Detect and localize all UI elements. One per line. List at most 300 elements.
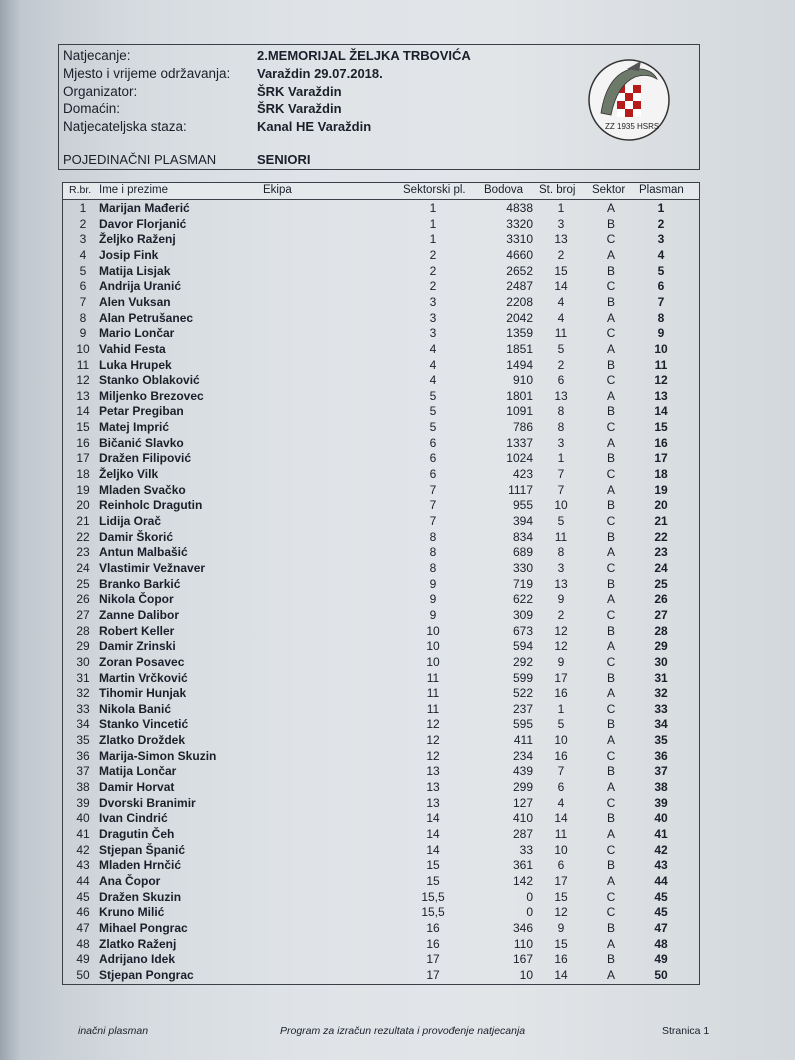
cell-plas: 25 xyxy=(654,576,668,591)
cell-rbr: 48 xyxy=(76,936,90,951)
cell-rbr: 46 xyxy=(76,905,90,920)
cell-rbr: 2 xyxy=(79,216,87,231)
cell-rbr: 25 xyxy=(76,576,90,591)
cell-name: Alan Petrušanec xyxy=(99,310,194,325)
cell-st: 16 xyxy=(554,748,568,763)
table-row xyxy=(63,685,699,701)
cell-plas: 22 xyxy=(654,529,668,544)
cell-rbr: 41 xyxy=(76,827,90,841)
cell-name: Reinholc Dragutin xyxy=(99,498,203,513)
cell-bod: 1851 xyxy=(506,341,533,356)
cell-plas: 3 xyxy=(657,232,665,247)
table-row xyxy=(63,388,699,404)
table-row xyxy=(63,857,699,873)
cell-name: Željko Raženj xyxy=(99,232,176,247)
cell-bod: 2208 xyxy=(506,294,533,309)
cell-bod: 1091 xyxy=(506,404,533,419)
cell-bod: 2042 xyxy=(506,310,533,325)
cell-st: 10 xyxy=(554,498,568,513)
cell-plas: 30 xyxy=(654,654,668,669)
cell-sektor: B xyxy=(606,294,615,309)
cell-name: Mladen Hrnčić xyxy=(99,858,182,873)
table-row xyxy=(63,920,699,936)
cell-sek: 4 xyxy=(429,341,437,356)
cell-st: 16 xyxy=(554,952,568,967)
cell-st: 11 xyxy=(554,529,568,544)
cell-rbr: 19 xyxy=(76,482,90,497)
cell-bod: 110 xyxy=(513,936,533,951)
cell-rbr: 17 xyxy=(76,451,90,466)
cell-bod: 1359 xyxy=(506,326,533,341)
cell-plas: 20 xyxy=(654,498,668,513)
cell-sek: 15,5 xyxy=(421,905,445,920)
cell-sek: 15,5 xyxy=(421,889,445,904)
cell-plas: 48 xyxy=(654,936,668,951)
cell-plas: 32 xyxy=(654,686,668,701)
cell-bod: 167 xyxy=(512,952,533,967)
cell-bod: 1337 xyxy=(506,435,533,450)
cell-sek: 1 xyxy=(429,216,437,231)
cell-name: Vlastimir Vežnaver xyxy=(99,560,206,575)
cell-name: Damir Zrinski xyxy=(99,639,176,654)
cell-bod: 142 xyxy=(512,873,533,888)
cell-plas: 38 xyxy=(654,780,668,795)
cell-name: Željko Vilk xyxy=(99,467,159,482)
cell-sektor: B xyxy=(606,357,615,372)
cell-sektor: C xyxy=(606,748,616,763)
cell-rbr: 22 xyxy=(76,529,90,544)
cell-sek: 8 xyxy=(429,529,437,544)
cell-plas: 11 xyxy=(654,357,668,372)
table-row xyxy=(63,842,699,858)
table-row xyxy=(63,748,699,764)
cell-name: Andrija Uranić xyxy=(99,279,182,294)
category-value: SENIORI xyxy=(257,152,311,167)
cell-st: 1 xyxy=(557,451,565,466)
value-natjecanje: 2.MEMORIJAL ŽELJKA TRBOVIĆA xyxy=(257,48,471,63)
footer-left: inačni plasman xyxy=(78,1025,149,1037)
cell-name: Mladen Svačko xyxy=(99,482,186,497)
label-mjesto: Mjesto i vrijeme održavanja: xyxy=(63,66,231,81)
cell-sek: 12 xyxy=(426,748,440,763)
cell-plas: 31 xyxy=(654,670,668,685)
cell-sektor: B xyxy=(606,576,615,591)
cell-plas: 45 xyxy=(654,889,668,904)
cell-st: 7 xyxy=(557,467,565,482)
cell-bod: 33 xyxy=(519,842,533,857)
cell-rbr: 20 xyxy=(76,498,90,513)
table-row xyxy=(63,591,699,607)
label-organizator: Organizator: xyxy=(63,84,138,99)
cell-st: 14 xyxy=(554,279,568,294)
cell-rbr: 42 xyxy=(76,842,90,857)
cell-bod: 237 xyxy=(512,701,533,716)
cell-st: 14 xyxy=(554,967,568,982)
cell-bod: 410 xyxy=(512,811,533,826)
cell-bod: 4838 xyxy=(506,201,533,215)
cell-st: 3 xyxy=(557,216,565,231)
cell-bod: 3320 xyxy=(506,216,533,231)
cell-sek: 13 xyxy=(426,764,440,779)
cell-st: 12 xyxy=(554,639,568,654)
cell-name: Bičanić Slavko xyxy=(99,435,184,450)
cell-name: Nikola Čopor xyxy=(99,592,174,607)
cell-bod: 309 xyxy=(512,607,533,622)
table-row xyxy=(63,403,699,419)
col-sector-place: Sektorski pl. xyxy=(403,184,466,196)
table-row xyxy=(63,810,699,826)
table-row xyxy=(63,576,699,592)
cell-plas: 16 xyxy=(654,435,668,450)
cell-st: 11 xyxy=(554,827,568,841)
cell-plas: 34 xyxy=(654,717,668,732)
cell-rbr: 29 xyxy=(76,639,90,654)
cell-sektor: C xyxy=(606,607,616,622)
col-sector: Sektor xyxy=(592,184,626,196)
cell-sektor: A xyxy=(606,967,615,982)
col-placement: Plasman xyxy=(639,184,684,196)
cell-rbr: 5 xyxy=(79,263,87,278)
cell-name: Antun Malbašić xyxy=(99,545,188,560)
table-row xyxy=(63,294,699,310)
cell-plas: 35 xyxy=(654,733,668,748)
cell-sektor: C xyxy=(606,420,616,435)
cell-sektor: B xyxy=(606,529,615,544)
cell-rbr: 49 xyxy=(76,952,90,967)
table-row xyxy=(63,670,699,686)
cell-sek: 14 xyxy=(426,811,440,826)
cell-sektor: A xyxy=(606,482,615,497)
cell-sek: 17 xyxy=(426,952,440,967)
cell-name: Stjepan Pongrac xyxy=(99,967,194,982)
cell-sek: 11 xyxy=(426,686,440,701)
cell-name: Matej Imprić xyxy=(99,420,170,435)
cell-name: Stanko Oblaković xyxy=(99,373,200,388)
table-row xyxy=(63,200,699,216)
table-header xyxy=(63,183,699,200)
table-row xyxy=(63,450,699,466)
cell-st: 7 xyxy=(557,764,565,779)
cell-sek: 12 xyxy=(426,733,440,748)
cell-sek: 12 xyxy=(426,717,440,732)
cell-sektor: B xyxy=(606,717,615,732)
table-row xyxy=(63,951,699,967)
cell-bod: 411 xyxy=(513,733,533,748)
label-staza: Natjecateljska staza: xyxy=(63,119,187,134)
cell-name: Luka Hrupek xyxy=(99,357,172,372)
cell-bod: 1494 xyxy=(506,357,533,372)
cell-plas: 8 xyxy=(657,310,665,325)
footer-page: Stranica 1 xyxy=(662,1025,710,1037)
table-row xyxy=(63,873,699,889)
cell-rbr: 47 xyxy=(76,920,90,935)
cell-sektor: B xyxy=(606,811,615,826)
cell-name: Stanko Vincetić xyxy=(99,717,189,732)
table-row xyxy=(63,904,699,920)
cell-sek: 9 xyxy=(429,576,437,591)
cell-sek: 14 xyxy=(426,842,440,857)
table-row xyxy=(63,372,699,388)
cell-sek: 16 xyxy=(426,936,440,951)
cell-rbr: 50 xyxy=(76,967,90,982)
cell-sek: 14 xyxy=(426,827,440,841)
cell-st: 4 xyxy=(557,294,565,309)
cell-bod: 673 xyxy=(512,623,533,638)
cell-rbr: 45 xyxy=(76,889,90,904)
table-row xyxy=(63,654,699,670)
cell-rbr: 8 xyxy=(79,310,87,325)
cell-sektor: C xyxy=(606,467,616,482)
table-row xyxy=(63,544,699,560)
cell-sektor: A xyxy=(606,201,615,215)
cell-plas: 18 xyxy=(654,467,668,482)
cell-bod: 834 xyxy=(512,529,533,544)
cell-sek: 1 xyxy=(429,201,437,215)
cell-rbr: 36 xyxy=(76,748,90,763)
cell-plas: 29 xyxy=(654,639,668,654)
cell-plas: 37 xyxy=(654,764,668,779)
cell-st: 15 xyxy=(554,263,568,278)
cell-sektor: A xyxy=(606,310,615,325)
cell-sek: 13 xyxy=(426,795,440,810)
table-row xyxy=(63,325,699,341)
cell-plas: 9 xyxy=(657,326,665,341)
cell-bod: 346 xyxy=(512,920,533,935)
cell-st: 9 xyxy=(557,920,565,935)
cell-sektor: A xyxy=(606,247,615,262)
cell-name: Mario Lončar xyxy=(99,326,175,341)
cell-name: Dražen Filipović xyxy=(99,451,192,466)
cell-st: 4 xyxy=(557,795,565,810)
cell-rbr: 39 xyxy=(76,795,90,810)
cell-name: Zlatko Raženj xyxy=(99,936,177,951)
table-row xyxy=(63,716,699,732)
cell-name: Ivan Cindrić xyxy=(99,811,168,826)
cell-plas: 44 xyxy=(654,873,668,888)
cell-sek: 10 xyxy=(426,623,440,638)
table-row xyxy=(63,497,699,513)
competition-header xyxy=(58,44,700,170)
cell-rbr: 21 xyxy=(76,514,90,528)
table-row xyxy=(63,263,699,279)
cell-plas: 24 xyxy=(654,560,668,575)
cell-st: 11 xyxy=(554,326,568,341)
cell-rbr: 15 xyxy=(76,420,90,435)
footer-center: Program za izračun rezultata i provođenje natjecanja xyxy=(280,1025,526,1037)
col-start-no: St. broj xyxy=(539,184,576,196)
cell-sektor: A xyxy=(606,435,615,450)
cell-bod: 0 xyxy=(526,905,533,920)
cell-sek: 11 xyxy=(426,701,440,716)
table-row xyxy=(63,638,699,654)
cell-rbr: 14 xyxy=(76,404,90,419)
cell-st: 10 xyxy=(554,842,568,857)
table-row xyxy=(63,419,699,435)
cell-rbr: 26 xyxy=(76,592,90,607)
cell-st: 9 xyxy=(557,654,565,669)
table-row xyxy=(63,607,699,623)
cell-name: Nikola Banić xyxy=(99,701,172,716)
cell-rbr: 11 xyxy=(76,357,90,372)
cell-sektor: A xyxy=(606,639,615,654)
cell-plas: 2 xyxy=(657,216,665,231)
results-table xyxy=(62,182,700,985)
cell-st: 5 xyxy=(557,717,565,732)
cell-name: Vahid Festa xyxy=(99,341,166,356)
cell-st: 7 xyxy=(557,482,565,497)
cell-bod: 594 xyxy=(512,639,533,654)
table-row xyxy=(63,231,699,247)
cell-sek: 8 xyxy=(429,560,437,575)
cell-sektor: B xyxy=(606,764,615,779)
cell-name: Davor Florjanić xyxy=(99,216,187,231)
cell-rbr: 13 xyxy=(76,388,90,403)
cell-rbr: 12 xyxy=(76,373,90,388)
cell-name: Alen Vuksan xyxy=(99,294,171,309)
cell-name: Damir Horvat xyxy=(99,780,175,795)
cell-sek: 6 xyxy=(429,467,437,482)
cell-rbr: 33 xyxy=(76,701,90,716)
table-row xyxy=(63,560,699,576)
cell-rbr: 28 xyxy=(76,623,90,638)
cell-plas: 4 xyxy=(657,247,665,262)
cell-st: 6 xyxy=(557,780,565,795)
col-name: Ime i prezime xyxy=(99,184,169,196)
cell-sektor: C xyxy=(606,373,616,388)
value-organizator: ŠRK Varaždin xyxy=(257,84,342,99)
cell-rbr: 9 xyxy=(79,326,87,341)
cell-rbr: 31 xyxy=(76,670,90,685)
cell-rbr: 24 xyxy=(76,560,90,575)
cell-st: 5 xyxy=(557,341,565,356)
label-domacin: Domaćin: xyxy=(63,101,121,116)
cell-bod: 955 xyxy=(512,498,533,513)
cell-sek: 15 xyxy=(426,858,440,873)
cell-sek: 15 xyxy=(426,873,440,888)
cell-st: 9 xyxy=(557,592,565,607)
cell-sektor: B xyxy=(606,451,615,466)
cell-rbr: 30 xyxy=(76,654,90,669)
cell-rbr: 16 xyxy=(76,435,90,450)
cell-st: 17 xyxy=(554,670,568,685)
cell-name: Zanne Dalibor xyxy=(99,607,180,622)
cell-name: Josip Fink xyxy=(99,247,159,262)
cell-st: 5 xyxy=(557,514,565,528)
cell-plas: 10 xyxy=(654,341,668,356)
table-row xyxy=(63,357,699,373)
cell-bod: 0 xyxy=(526,889,533,904)
cell-sektor: C xyxy=(606,905,616,920)
value-mjesto: Varaždin 29.07.2018. xyxy=(257,66,383,81)
cell-sek: 17 xyxy=(426,967,440,982)
cell-plas: 21 xyxy=(654,514,668,528)
cell-plas: 15 xyxy=(654,420,668,435)
cell-sektor: C xyxy=(606,654,616,669)
category-label: POJEDINAČNI PLASMAN xyxy=(63,152,217,167)
cell-bod: 2652 xyxy=(506,263,533,278)
table-row xyxy=(63,216,699,232)
cell-plas: 17 xyxy=(654,451,668,466)
cell-name: Branko Barkić xyxy=(99,576,181,591)
cell-name: Stjepan Španić xyxy=(99,842,186,857)
club-logo xyxy=(587,55,671,145)
cell-st: 12 xyxy=(554,623,568,638)
cell-rbr: 6 xyxy=(79,279,87,294)
cell-sek: 6 xyxy=(429,451,437,466)
cell-bod: 599 xyxy=(512,670,533,685)
cell-name: Dražen Skuzin xyxy=(99,889,182,904)
cell-st: 16 xyxy=(554,686,568,701)
cell-plas: 41 xyxy=(654,827,668,841)
cell-bod: 719 xyxy=(512,576,533,591)
cell-plas: 40 xyxy=(654,811,668,826)
cell-bod: 292 xyxy=(512,654,533,669)
value-staza: Kanal HE Varaždin xyxy=(257,119,372,134)
cell-plas: 36 xyxy=(654,748,668,763)
cell-bod: 4660 xyxy=(506,247,533,262)
cell-name: Mihael Pongrac xyxy=(99,920,188,935)
table-row xyxy=(63,623,699,639)
cell-bod: 423 xyxy=(512,467,533,482)
cell-sek: 2 xyxy=(429,263,437,278)
cell-rbr: 32 xyxy=(76,686,90,701)
cell-st: 15 xyxy=(554,889,568,904)
cell-sektor: C xyxy=(606,279,616,294)
cell-rbr: 44 xyxy=(76,873,90,888)
cell-bod: 3310 xyxy=(506,232,533,247)
cell-rbr: 27 xyxy=(76,607,90,622)
cell-sek: 10 xyxy=(426,639,440,654)
cell-sektor: C xyxy=(606,842,616,857)
cell-sektor: A xyxy=(606,592,615,607)
cell-rbr: 10 xyxy=(76,341,90,356)
cell-sek: 5 xyxy=(429,404,437,419)
cell-rbr: 4 xyxy=(79,247,87,262)
cell-sek: 10 xyxy=(426,654,440,669)
cell-sek: 8 xyxy=(429,545,437,560)
cell-sektor: A xyxy=(606,733,615,748)
cell-st: 3 xyxy=(557,435,565,450)
cell-st: 12 xyxy=(554,905,568,920)
cell-rbr: 35 xyxy=(76,733,90,748)
cell-bod: 689 xyxy=(512,545,533,560)
cell-sek: 3 xyxy=(429,294,437,309)
cell-st: 2 xyxy=(557,247,565,262)
cell-rbr: 3 xyxy=(79,232,87,247)
cell-bod: 1117 xyxy=(508,482,533,497)
cell-plas: 28 xyxy=(654,623,668,638)
cell-plas: 39 xyxy=(654,795,668,810)
cell-st: 8 xyxy=(557,420,565,435)
cell-sektor: C xyxy=(606,326,616,341)
cell-bod: 439 xyxy=(512,764,533,779)
cell-name: Lidija Orač xyxy=(99,514,162,528)
cell-st: 13 xyxy=(554,232,568,247)
cell-st: 15 xyxy=(554,936,568,951)
cell-name: Matija Lisjak xyxy=(99,263,171,278)
cell-sektor: B xyxy=(606,623,615,638)
cell-plas: 43 xyxy=(654,858,668,873)
cell-sek: 1 xyxy=(429,232,437,247)
cell-sek: 4 xyxy=(429,373,437,388)
cell-sektor: C xyxy=(606,795,616,810)
table-row xyxy=(63,826,699,842)
table-row xyxy=(63,435,699,451)
cell-st: 1 xyxy=(557,701,565,716)
cell-sektor: C xyxy=(606,560,616,575)
table-row xyxy=(63,779,699,795)
cell-name: Marijan Mađerić xyxy=(99,201,190,215)
